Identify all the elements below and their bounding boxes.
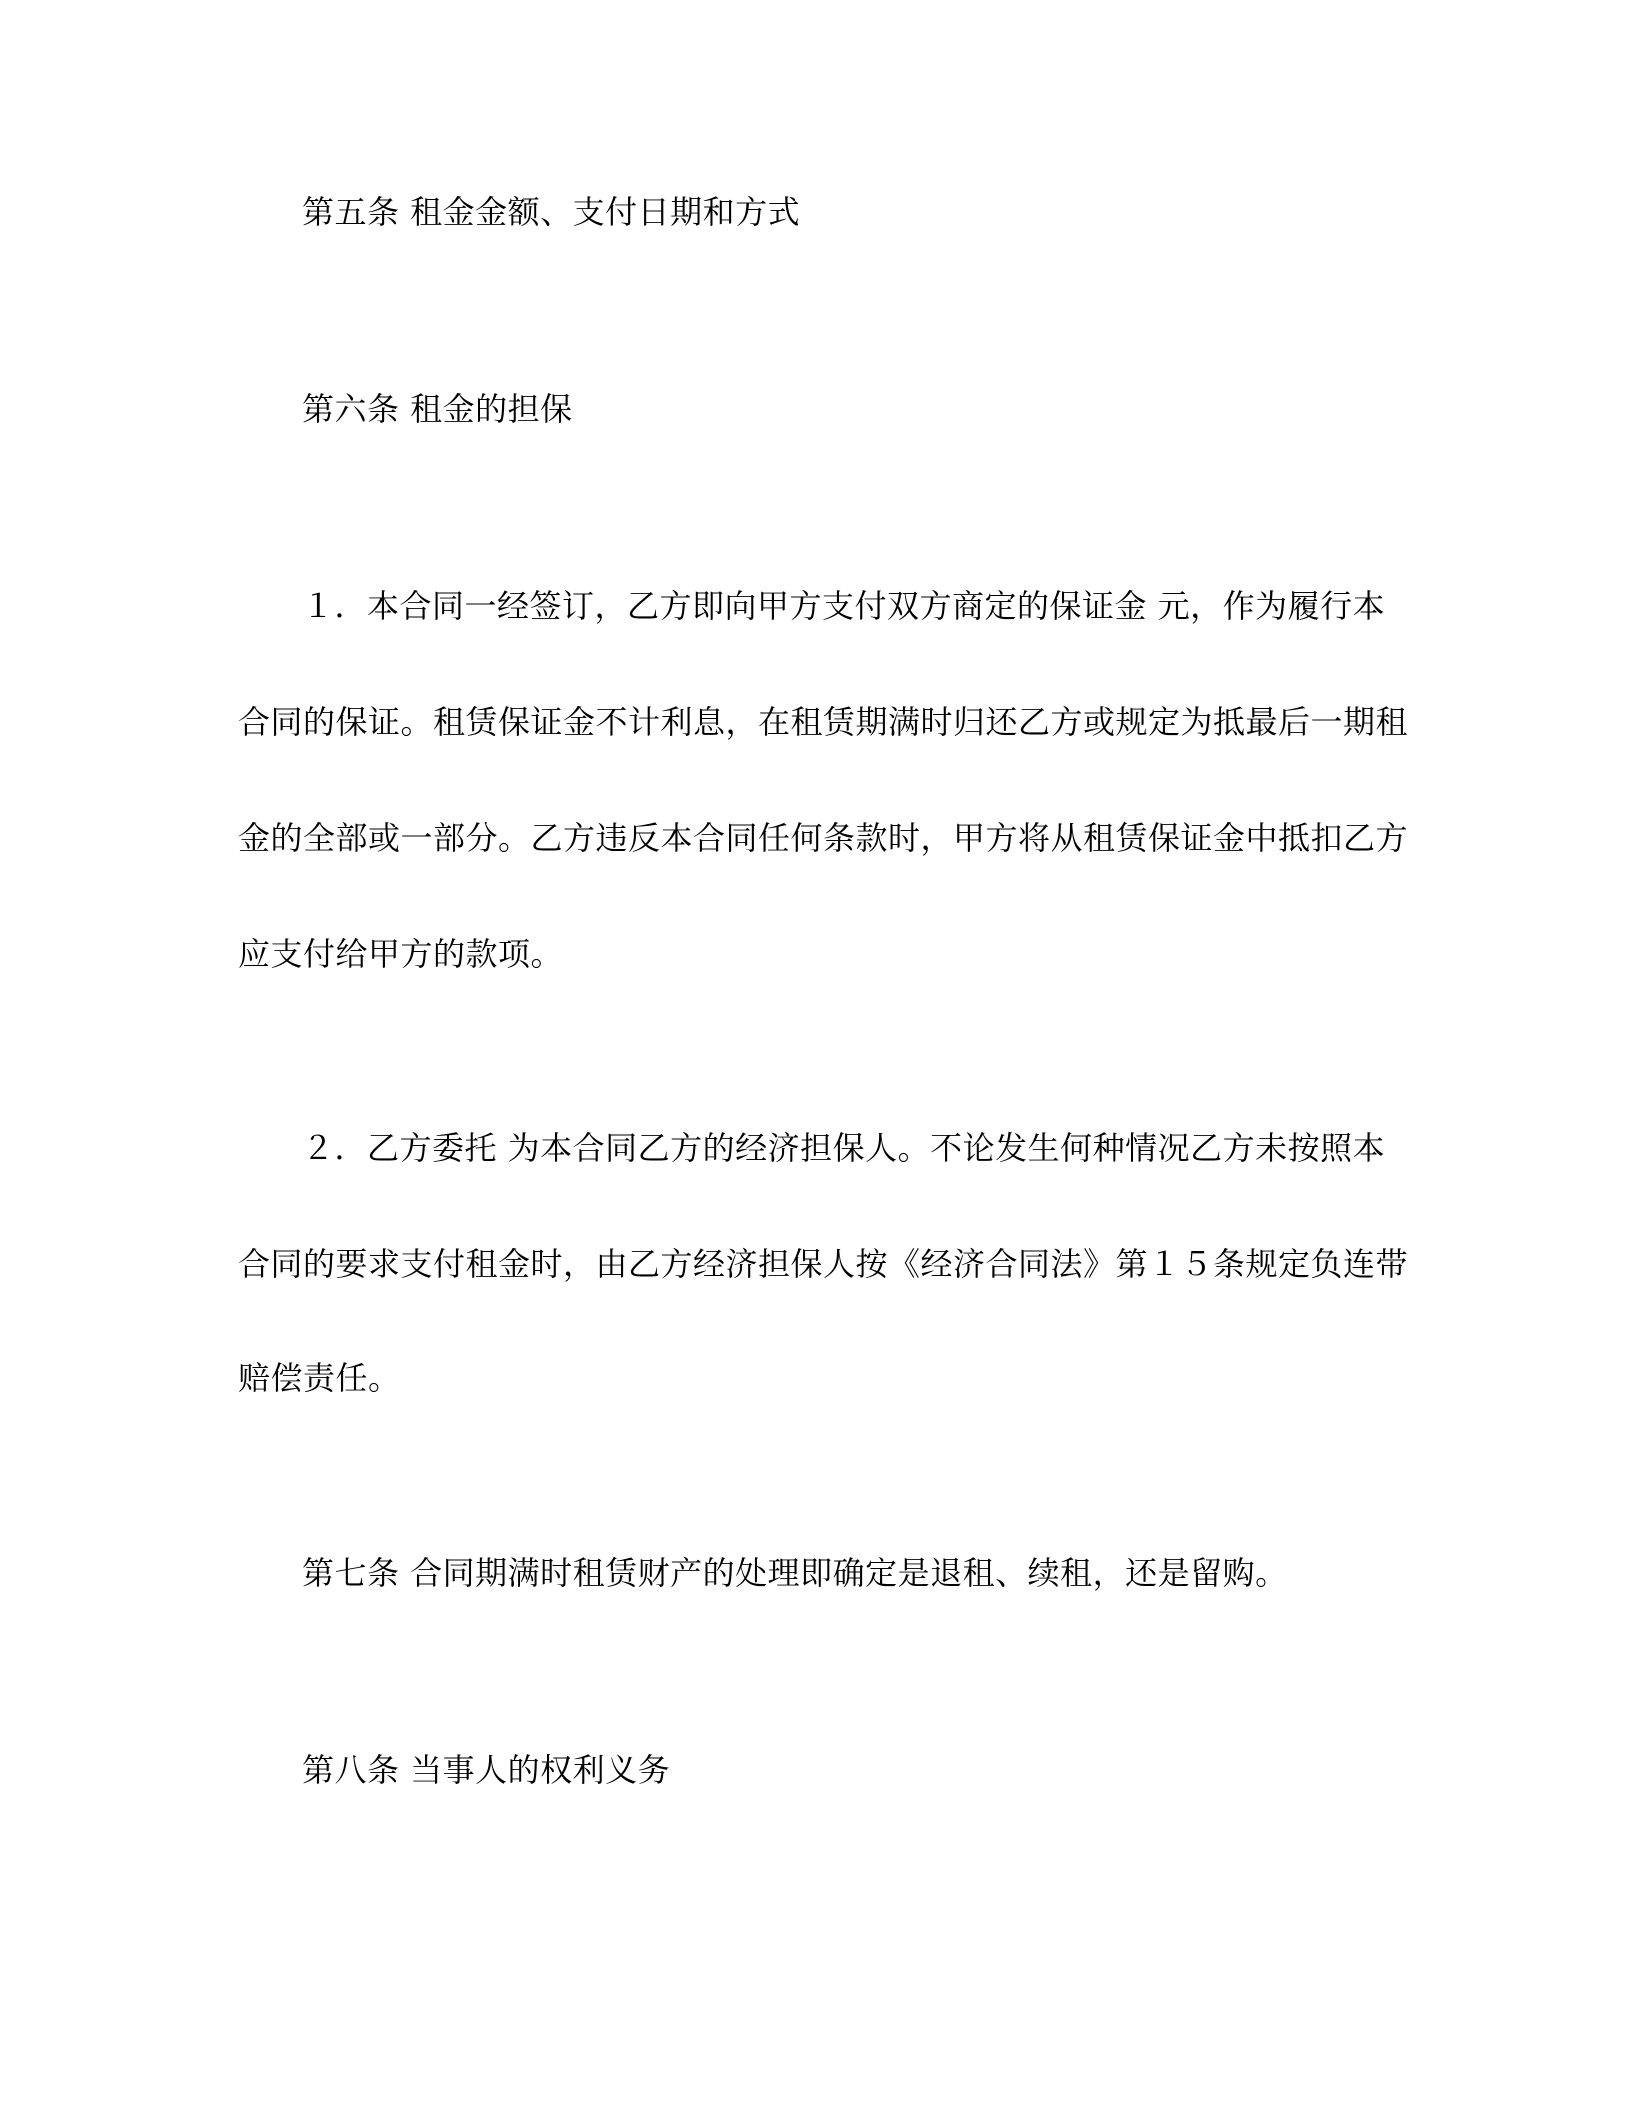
paragraph-line: 合同的保证。租赁保证金不计利息，在租赁期满时归还乙方或规定为抵最后一期租 xyxy=(238,703,1409,741)
paragraph-line: ２．乙方委托 为本合同乙方的经济担保人。不论发生何种情况乙方未按照本 xyxy=(302,1129,1386,1167)
paragraph-line: 金的全部或一部分。乙方违反本合同任何条款时，甲方将从租赁保证金中抵扣乙方 xyxy=(238,819,1409,857)
article-7-heading: 第七条 合同期满时租赁财产的处理即确定是退租、续租，还是留购。 xyxy=(302,1554,1288,1592)
paragraph-line: 赔偿责任。 xyxy=(238,1359,401,1397)
article-5-heading: 第五条 租金金额、支付日期和方式 xyxy=(302,193,801,231)
article-6-heading: 第六条 租金的担保 xyxy=(302,390,573,428)
paragraph-line: １．本合同一经签订，乙方即向甲方支付双方商定的保证金 元，作为履行本 xyxy=(302,587,1386,625)
article-8-heading: 第八条 当事人的权利义务 xyxy=(302,1751,671,1789)
paragraph-line: 应支付给甲方的款项。 xyxy=(238,935,564,973)
paragraph-line: 合同的要求支付租金时，由乙方经济担保人按《经济合同法》第１５条规定负连带 xyxy=(238,1245,1409,1283)
